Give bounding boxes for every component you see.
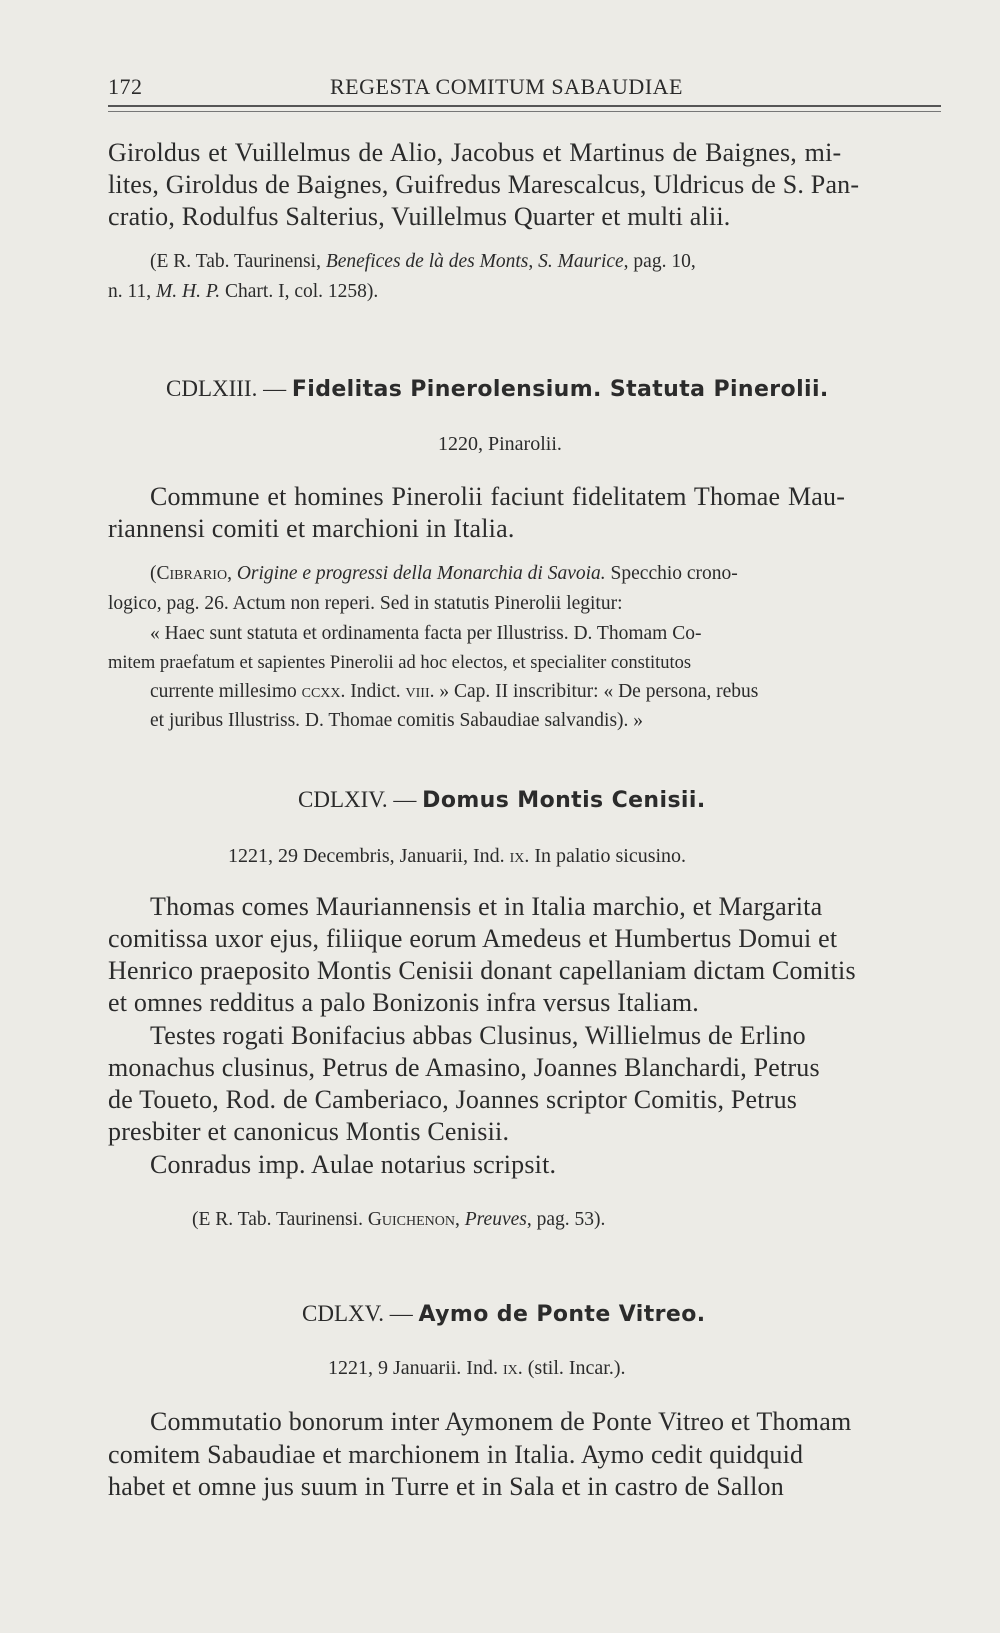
entry-463-note-line-4: mitem praefatum et sapientes Pinerolii ad hoc electos, et specialiter constitutos xyxy=(108,653,692,673)
entry-464-text-line-8: presbiter et canonicus Montis Cenisii. xyxy=(108,1117,510,1146)
entry-463-note-line-1: (Cibrario, Origine e progressi della Monarchia di Savoia. Specchio crono- xyxy=(150,563,738,584)
entry-463-title: Fidelitas Pinerolensium. Statuta Pinerolii. xyxy=(291,377,829,402)
header-rule xyxy=(108,105,941,107)
entry-464-text-line-6: monachus clusinus, Petrus de Amasino, Joannes Blanchardi, Petrus xyxy=(108,1053,820,1082)
entry-464-source: (E R. Tab. Taurinensi. Guichenon, Preuves, pag. 53). xyxy=(192,1209,606,1230)
running-title: REGESTA COMITUM SABAUDIAE xyxy=(330,74,683,99)
entry-464-text-line-7: de Toueto, Rod. de Camberiaco, Joannes scriptor Comitis, Petrus xyxy=(108,1085,798,1114)
entry-465-date: 1221, 9 Januarii. Ind. ix. (stil. Incar.). xyxy=(328,1357,626,1379)
entry-464-title: Domus Montis Cenisii. xyxy=(422,788,706,813)
entry-463-heading xyxy=(166,375,829,404)
continuation-source-line-1: (E R. Tab. Taurinensi, Benefices de là des Monts, S. Maurice, pag. 10, xyxy=(150,251,696,272)
entry-464-text-line-5: Testes rogati Bonifacius abbas Clusinus, Willielmus de Erlino xyxy=(150,1021,806,1050)
entry-464-heading xyxy=(298,786,706,815)
entry-465-number: CDLXV. — xyxy=(302,1301,419,1326)
entry-463-note-line-5: currente millesimo ccxx. Indict. viii. » Cap. II inscribitur: « De persona, rebus xyxy=(150,681,759,702)
entry-464-number: CDLXIV. — xyxy=(298,787,423,812)
continuation-line-3: cratio, Rodulfus Salterius, Vuillelmus Quarter et multi alii. xyxy=(108,202,731,231)
entry-465-text-line-1: Commutatio bonorum inter Aymonem de Ponte Vitreo et Thomam xyxy=(150,1407,852,1436)
entry-464-date: 1221, 29 Decembris, Januarii, Ind. ix. In palatio sicusino. xyxy=(228,845,687,867)
entry-465-text-line-3: habet et omne jus suum in Turre et in Sala et in castro de Sallon xyxy=(108,1472,784,1501)
entry-463-date: 1220, Pinarolii. xyxy=(438,433,562,455)
entry-464-text-line-2: comitissa uxor ejus, filiique eorum Amedeus et Humbertus Domui et xyxy=(108,924,838,953)
entry-464-text-line-1: Thomas comes Mauriannensis et in Italia marchio, et Margarita xyxy=(150,892,823,921)
entry-463-number: CDLXIII. — xyxy=(166,376,292,401)
entry-465-heading xyxy=(302,1300,705,1329)
entry-463-text-line-1: Commune et homines Pinerolii faciunt fidelitatem Thomae Mau- xyxy=(150,482,846,511)
continuation-line-2: lites, Giroldus de Baignes, Guifredus Marescalcus, Uldricus de S. Pan- xyxy=(108,170,860,199)
page-number: 172 xyxy=(108,74,143,99)
entry-463-note-line-3: « Haec sunt statuta et ordinamenta facta per Illustriss. D. Thomam Co- xyxy=(150,623,702,644)
continuation-source-line-2: n. 11, M. H. P. Chart. I, col. 1258). xyxy=(108,281,379,302)
continuation-line-1: Giroldus et Vuillelmus de Alio, Jacobus et Martinus de Baignes, mi- xyxy=(108,138,842,167)
entry-465-text-line-2: comitem Sabaudiae et marchionem in Italia. Aymo cedit quidquid xyxy=(108,1440,804,1469)
entry-464-text-line-3: Henrico praeposito Montis Cenisii donant capellaniam dictam Comitis xyxy=(108,956,856,985)
entry-464-text-line-4: et omnes redditus a palo Bonizonis infra versus Italiam. xyxy=(108,988,700,1017)
header-rule-thin xyxy=(108,111,941,112)
entry-463-note-line-2: logico, pag. 26. Actum non reperi. Sed in statutis Pinerolii legitur: xyxy=(108,593,623,614)
entry-463-text-line-2: riannensi comiti et marchioni in Italia. xyxy=(108,514,515,543)
entry-465-title: Aymo de Ponte Vitreo. xyxy=(418,1302,706,1327)
entry-463-note-line-6: et juribus Illustriss. D. Thomae comitis Sabaudiae salvandis). » xyxy=(150,710,644,731)
entry-464-text-line-9: Conradus imp. Aulae notarius scripsit. xyxy=(150,1150,557,1179)
